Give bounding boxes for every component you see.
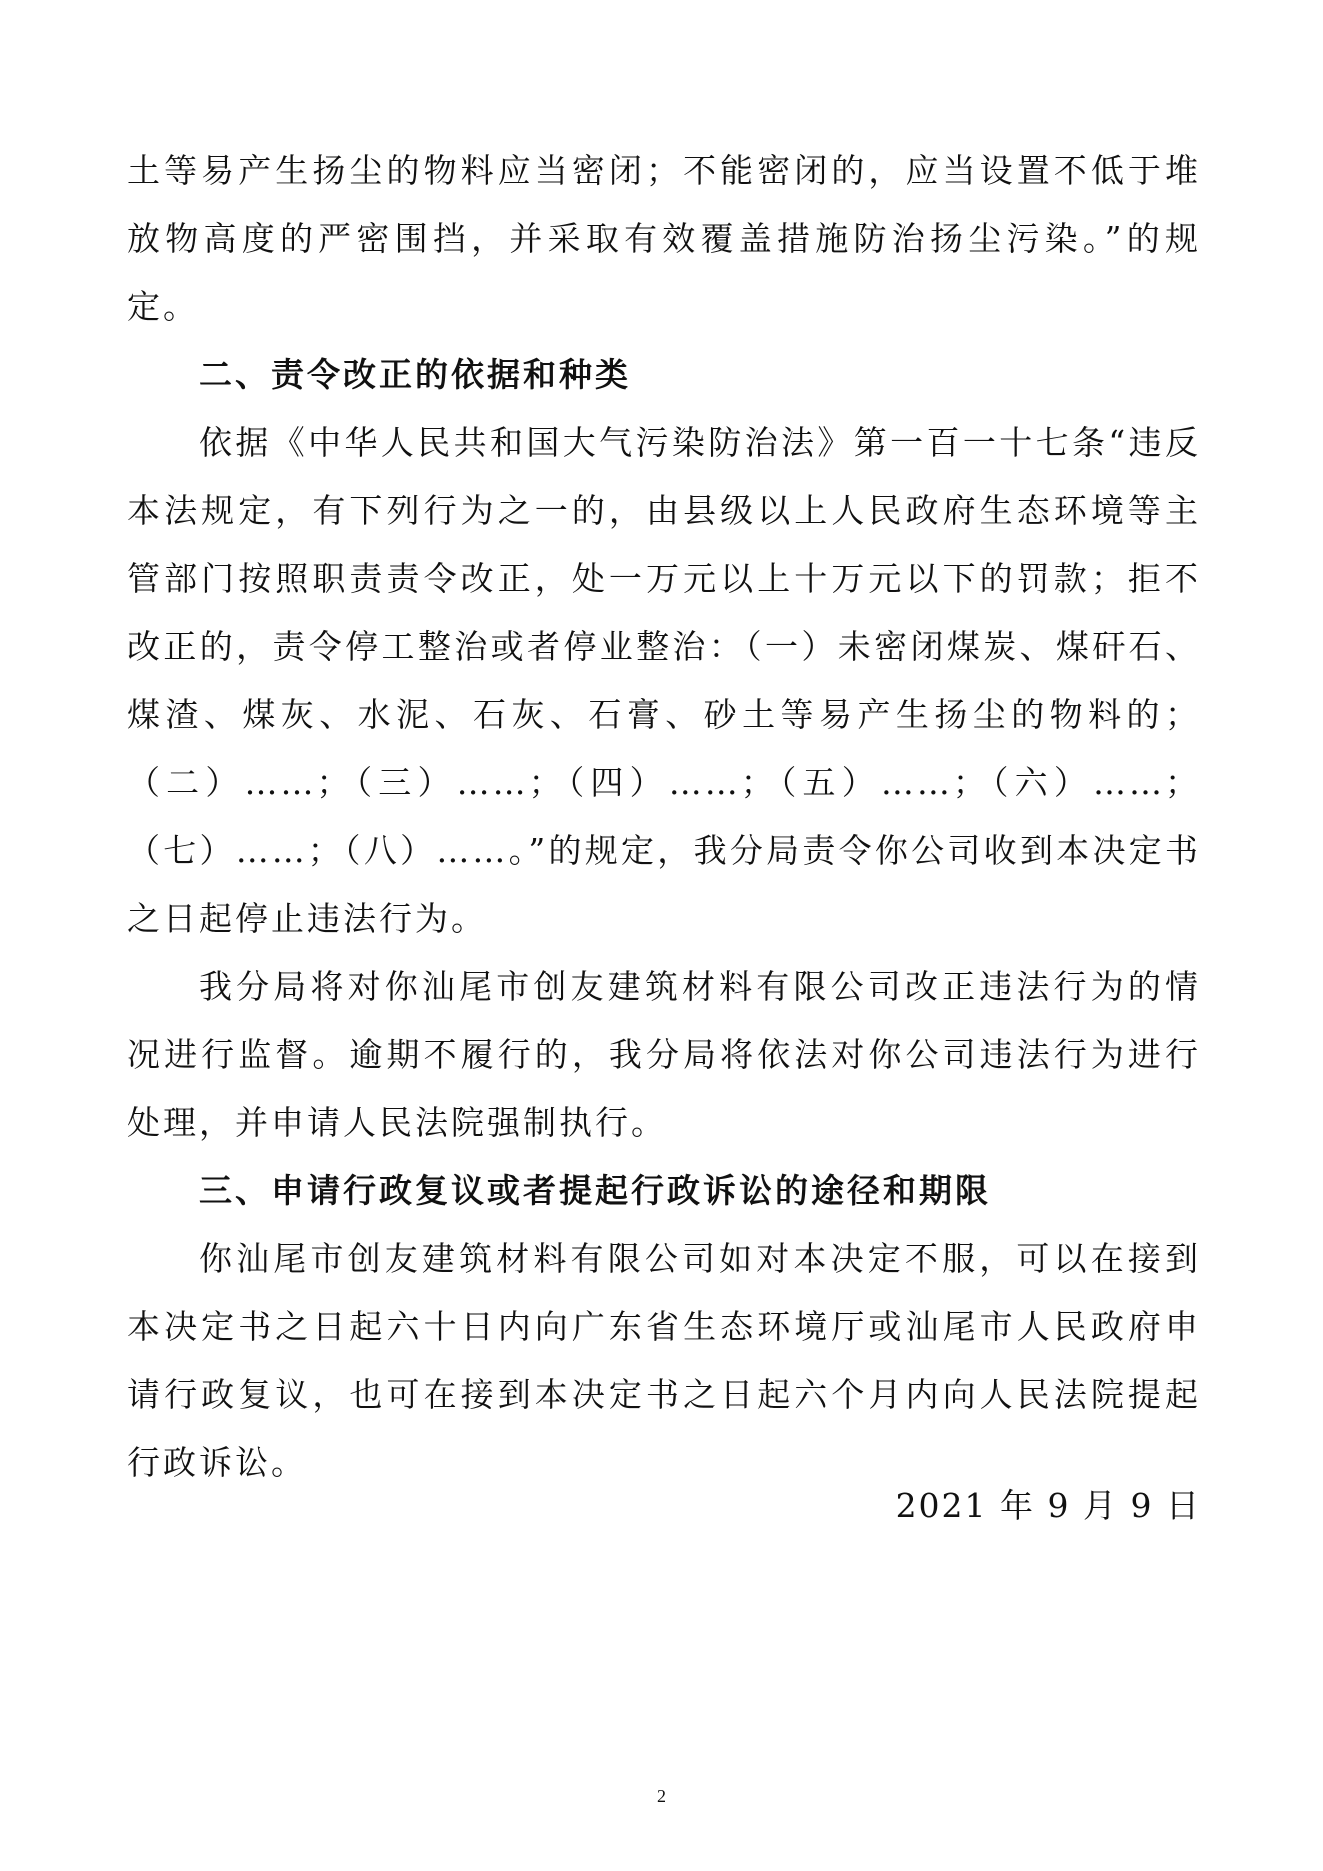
- document-body: [127, 137, 1201, 1497]
- page-number: 2: [657, 1786, 666, 1806]
- paragraph-supervision: 我分局将对你汕尾市创友建筑材料有限公司改正违法行为的情况进行监督。逾期不履行的，我分局将依法对你公司违法行为进行处理，并申请人民法院强制执行。: [127, 967, 1201, 1142]
- paragraph-appeal: 你汕尾市创友建筑材料有限公司如对本决定不服，可以在接到本决定书之日起六十日内向广东省生态环境厅或汕尾市人民政府申请行政复议，也可在接到本决定书之日起六个月内向人民法院提起行政诉讼。: [127, 1239, 1201, 1482]
- section-heading-3: 三、申请行政复议或者提起行政诉讼的途径和期限: [199, 1171, 991, 1210]
- paragraph-legal-basis: 依据《中华人民共和国大气污染防治法》第一百一十七条“违反本法规定，有下列行为之一的，由县级以上人民政府生态环境等主管部门按照职责责令改正，处一万元以上十万元以下的罚款；拒不改正的，责令停工整治或者停业整治：（一）未密闭煤炭、煤矸石、煤渣、煤灰、水泥、石灰、石膏、砂土等易产生扬尘的物料的；（二）……；（三）……；（四）……；（五）……；（六）……；（七）……；（八）……。”的规定，我分局责令你公司收到本决定书之日起停止违法行为。: [127, 423, 1201, 938]
- section-heading-2: 二、责令改正的依据和种类: [199, 355, 631, 394]
- paragraph-continuation: 土等易产生扬尘的物料应当密闭；不能密闭的，应当设置不低于堆放物高度的严密围挡，并采取有效覆盖措施防治扬尘污染。”的规定。: [127, 151, 1201, 326]
- document-date: 2021 年 9 月 9 日: [895, 1486, 1201, 1525]
